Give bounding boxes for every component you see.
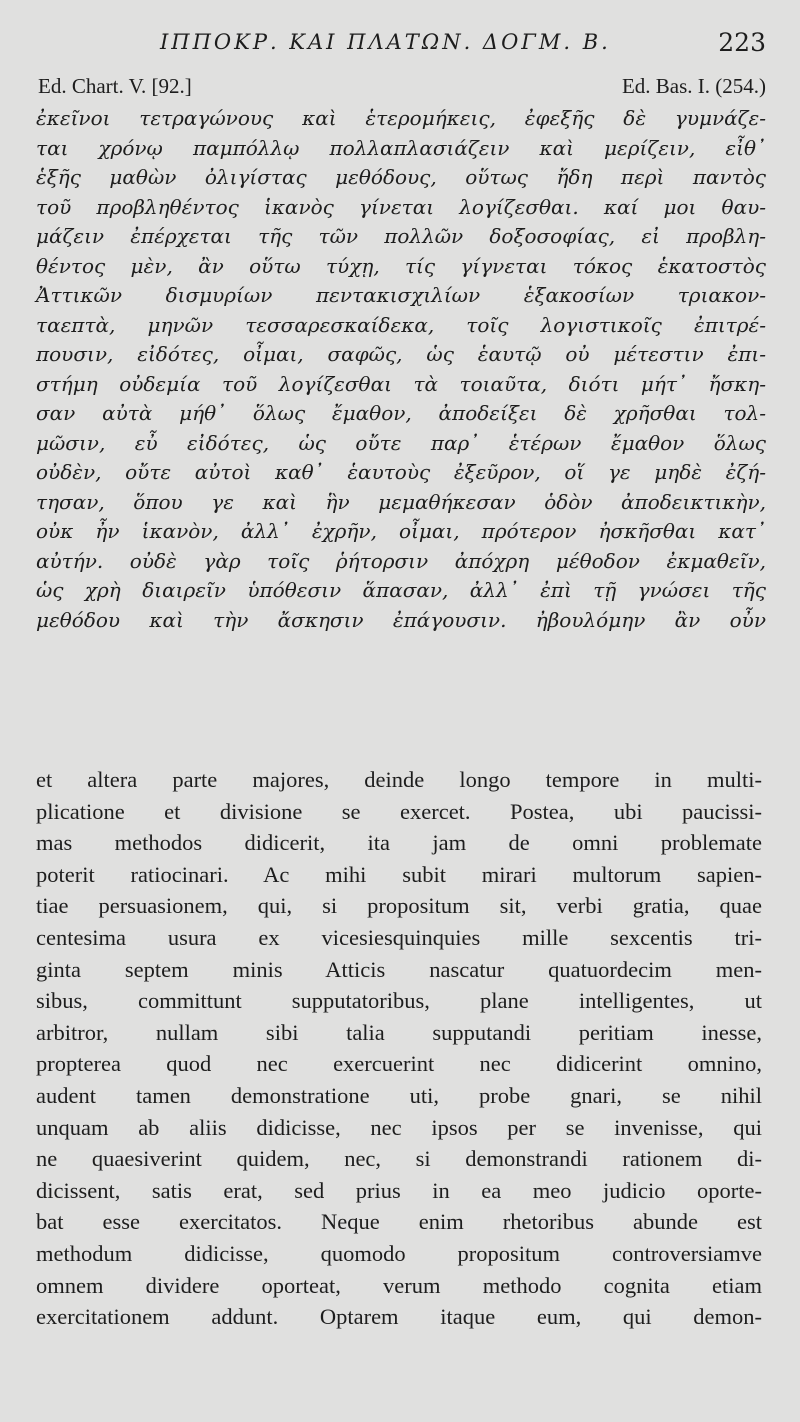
latin-line: audent tamen demonstratione uti, probe gnari, se nihil <box>36 1082 762 1108</box>
greek-line: μεθόδου καὶ τὴν ἄσκησιν ἐπάγουσιν. ἠβουλόμην ἂν οὖν <box>36 607 766 632</box>
greek-line: ταεπτὰ, μηνῶν τεσσαρεσκαίδεκα, τοῖς λογιστικοῖς ἐπιτρέ- <box>36 312 766 337</box>
latin-line: centesima usura ex vicesiesquinquies mille sexcentis tri- <box>36 924 762 950</box>
greek-line: σαν αὐτὰ μήθ᾽ ὅλως ἔμαθον, ἀποδείξει δὲ χρῆσθαι τολ- <box>36 401 766 425</box>
greek-line: στήμη οὐδεμία τοῦ λογίζεσθαι τὰ τοιαῦτα, διότι μήτ᾽ ἤσκη- <box>36 371 766 396</box>
greek-line: αὐτήν. οὐδὲ γὰρ τοῖς ῥήτορσιν ἀπόχρη μέθοδον ἐκμαθεῖν, <box>36 548 766 573</box>
latin-line: plicatione et divisione se exercet. Postea, ubi paucissi- <box>36 798 762 824</box>
edition-ref-chartier: Ed. Chart. V. [92.] <box>38 74 192 98</box>
latin-line: exercitationem addunt. Optarem itaque eum, qui demon- <box>36 1304 762 1330</box>
latin-line: ne quaesiverint quidem, nec, si demonstrandi rationem di- <box>36 1146 762 1172</box>
greek-line: θέντος μὲν, ἂν οὕτω τύχῃ, τίς γίγνεται τόκος ἑκατοστὸς <box>36 253 766 278</box>
greek-line: ἐκεῖνοι τετραγώνους καὶ ἑτερομήκεις, ἐφεξῆς δὲ γυμνάζε- <box>36 106 766 130</box>
greek-line: ἑξῆς μαθὼν ὀλιγίστας μεθόδους, οὕτως ἤδη περὶ παντὸς <box>36 165 766 189</box>
latin-text-block <box>36 764 762 1333</box>
latin-line: mas methodos didicerit, ita jam de omni problemate <box>36 830 762 856</box>
greek-line: πουσιν, εἰδότες, οἶμαι, σαφῶς, ὡς ἑαυτῷ οὐ μέτεστιν ἐπι- <box>36 342 766 366</box>
greek-line: τοῦ προβληθέντος ἱκανὸς γίνεται λογίζεσθαι. καί μοι θαυ- <box>36 194 766 219</box>
latin-line: sibus, committunt supputatoribus, plane intelligentes, ut <box>36 988 762 1014</box>
page-number: 223 <box>718 28 766 57</box>
latin-line: tiae persuasionem, qui, si propositum sit, verbi gratia, quae <box>36 893 762 919</box>
latin-line: methodum didicisse, quomodo propositum controversiamve <box>36 1240 762 1266</box>
latin-line: propterea quod nec exercuerint nec didicerint omnino, <box>36 1051 762 1077</box>
greek-text-block <box>36 104 766 635</box>
greek-line: Ἀττικῶν δισμυρίων πεντακισχιλίων ἑξακοσίων τριακον- <box>36 283 766 307</box>
greek-line: μάζειν ἐπέρχεται τῆς τῶν πολλῶν δοξοσοφίας, εἰ προβλη- <box>36 224 766 248</box>
running-head <box>0 30 800 66</box>
latin-line: dicissent, satis erat, sed prius in ea meo judicio oporte- <box>36 1177 762 1203</box>
edition-references <box>38 74 766 102</box>
latin-line: bat esse exercitatos. Neque enim rhetoribus abunde est <box>36 1209 762 1235</box>
latin-line: poterit ratiocinari. Ac mihi subit mirari multorum sapien- <box>36 861 762 887</box>
latin-line: omnem dividere oporteat, verum methodo cognita etiam <box>36 1272 762 1298</box>
greek-line: οὐδὲν, οὔτε αὐτοὶ καθ᾽ ἑαυτοὺς ἐξεῦρον, οἵ γε μηδὲ ἐζή- <box>36 460 766 484</box>
greek-line: ὡς χρὴ διαιρεῖν ὑπόθεσιν ἅπασαν, ἀλλ᾽ ἐπὶ τῇ γνώσει τῆς <box>36 578 766 602</box>
greek-line: οὐκ ἦν ἱκανὸν, ἀλλ᾽ ἐχρῆν, οἶμαι, πρότερον ἠσκῆσθαι κατ᾽ <box>36 519 766 543</box>
running-title: ΙΠΠΟΚΡ. ΚΑΙ ΠΛΑΤΩΝ. ΔΟΓΜ. Β. <box>160 30 611 54</box>
latin-line: ginta septem minis Atticis nascatur quatuordecim men- <box>36 956 762 982</box>
greek-line: τησαν, ὅπου γε καὶ ἣν μεμαθήκεσαν ὁδὸν ἀποδεικτικὴν, <box>36 489 766 514</box>
greek-line: μῶσιν, εὖ εἰδότες, ὡς οὔτε παρ᾽ ἑτέρων ἔμαθον ὅλως <box>36 430 766 455</box>
edition-ref-basel: Ed. Bas. I. (254.) <box>621 74 766 98</box>
latin-line: unquam ab aliis didicisse, nec ipsos per se invenisse, qui <box>36 1114 762 1140</box>
latin-line: arbitror, nullam sibi talia supputandi peritiam inesse, <box>36 1019 762 1045</box>
latin-line: et altera parte majores, deinde longo tempore in multi- <box>36 767 762 792</box>
greek-line: ται χρόνῳ παμπόλλῳ πολλαπλασιάζειν καὶ μερίζειν, εἶθ᾽ <box>36 135 766 160</box>
